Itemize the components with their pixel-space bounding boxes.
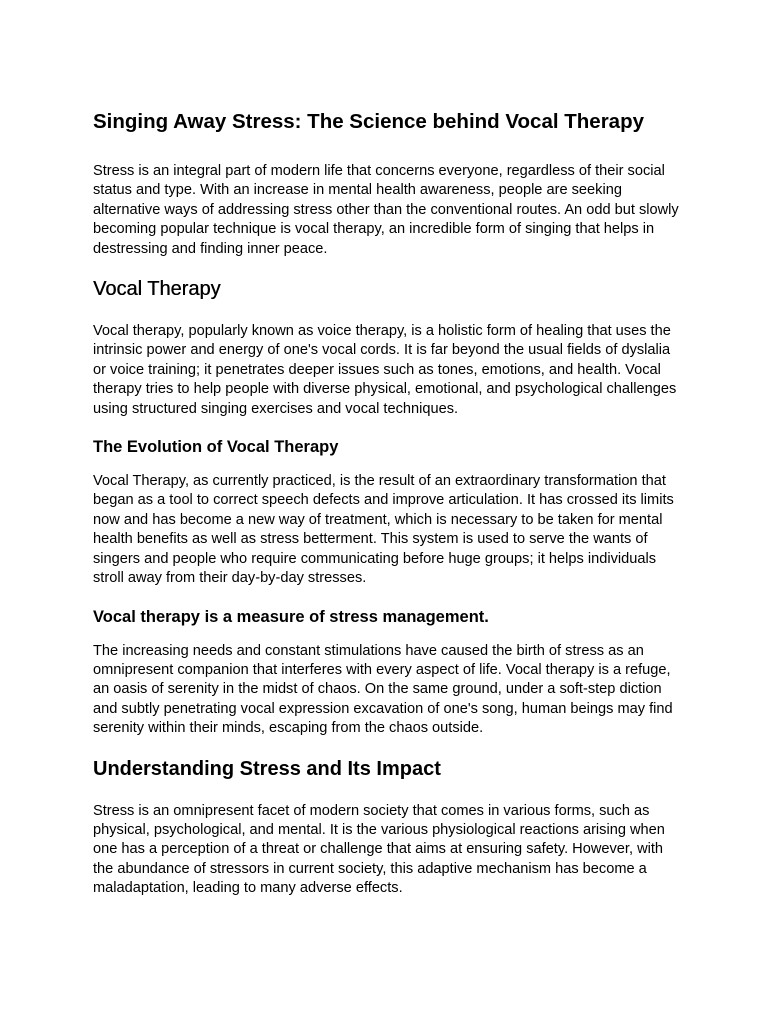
document-title: Singing Away Stress: The Science behind Vocal Therapy — [93, 110, 644, 133]
understanding-stress-paragraph: Stress is an omnipresent facet of modern society that comes in various forms, such as physical, psychological, and mental. It is the various physiological reactions arising when one has a perception of a threat or challenge that aims at ensuring safety. However, with the abundance of stressors in current society, this adaptive mechanism has become a maladaptation, leading to many adverse effects. — [93, 802, 665, 897]
document-page — [93, 106, 685, 916]
stress-management-paragraph: The increasing needs and constant stimulations have caused the birth of stress as an omnipresent companion that interferes with every aspect of life. Vocal therapy is a refuge, an oasis of serenity in the midst of chaos. On the same ground, under a soft-step diction and subtly penetrating vocal expression excavation of one's song, human beings may find serenity within their minds, escaping from the chaos outside. — [93, 642, 673, 737]
vocal-therapy-paragraph: Vocal therapy, popularly known as voice therapy, is a holistic form of healing that uses the intrinsic power and energy of one's vocal cords. It is far beyond the usual fields of dyslalia or voice training; it penetrates deeper issues such as tones, emotions, and health. Vocal therapy tries to help people with diverse physical, emotional, and psychological challenges using structured singing exercises and vocal techniques. — [93, 323, 677, 417]
intro-paragraph: Stress is an integral part of modern life that concerns everyone, regardless of their social status and type. With an increase in mental health awareness, people are seeking alternative ways of addressing stress other than the conventional routes. An odd but slowly becoming popular technique is vocal therapy, an incredible form of singing that helps in destressing and finding inner peace. — [93, 163, 679, 257]
section-heading-understanding-stress: Understanding Stress and Its Impact — [93, 757, 441, 780]
section-heading-stress-management: Vocal therapy is a measure of stress management. — [93, 607, 489, 626]
section-heading-vocal-therapy: Vocal Therapy — [93, 278, 221, 301]
section-heading-evolution: The Evolution of Vocal Therapy — [93, 438, 339, 457]
evolution-paragraph: Vocal Therapy, as currently practiced, is the result of an extraordinary transformation that began as a tool to correct speech defects and improve articulation. It has crossed its limits now and has become a new way of treatment, which is necessary to be taken for mental health benefits as well as stress betterment. This system is used to serve the wants of singers and people who require communicating before huge groups; it helps individuals stroll away from their day-by-day stresses. — [93, 473, 674, 587]
